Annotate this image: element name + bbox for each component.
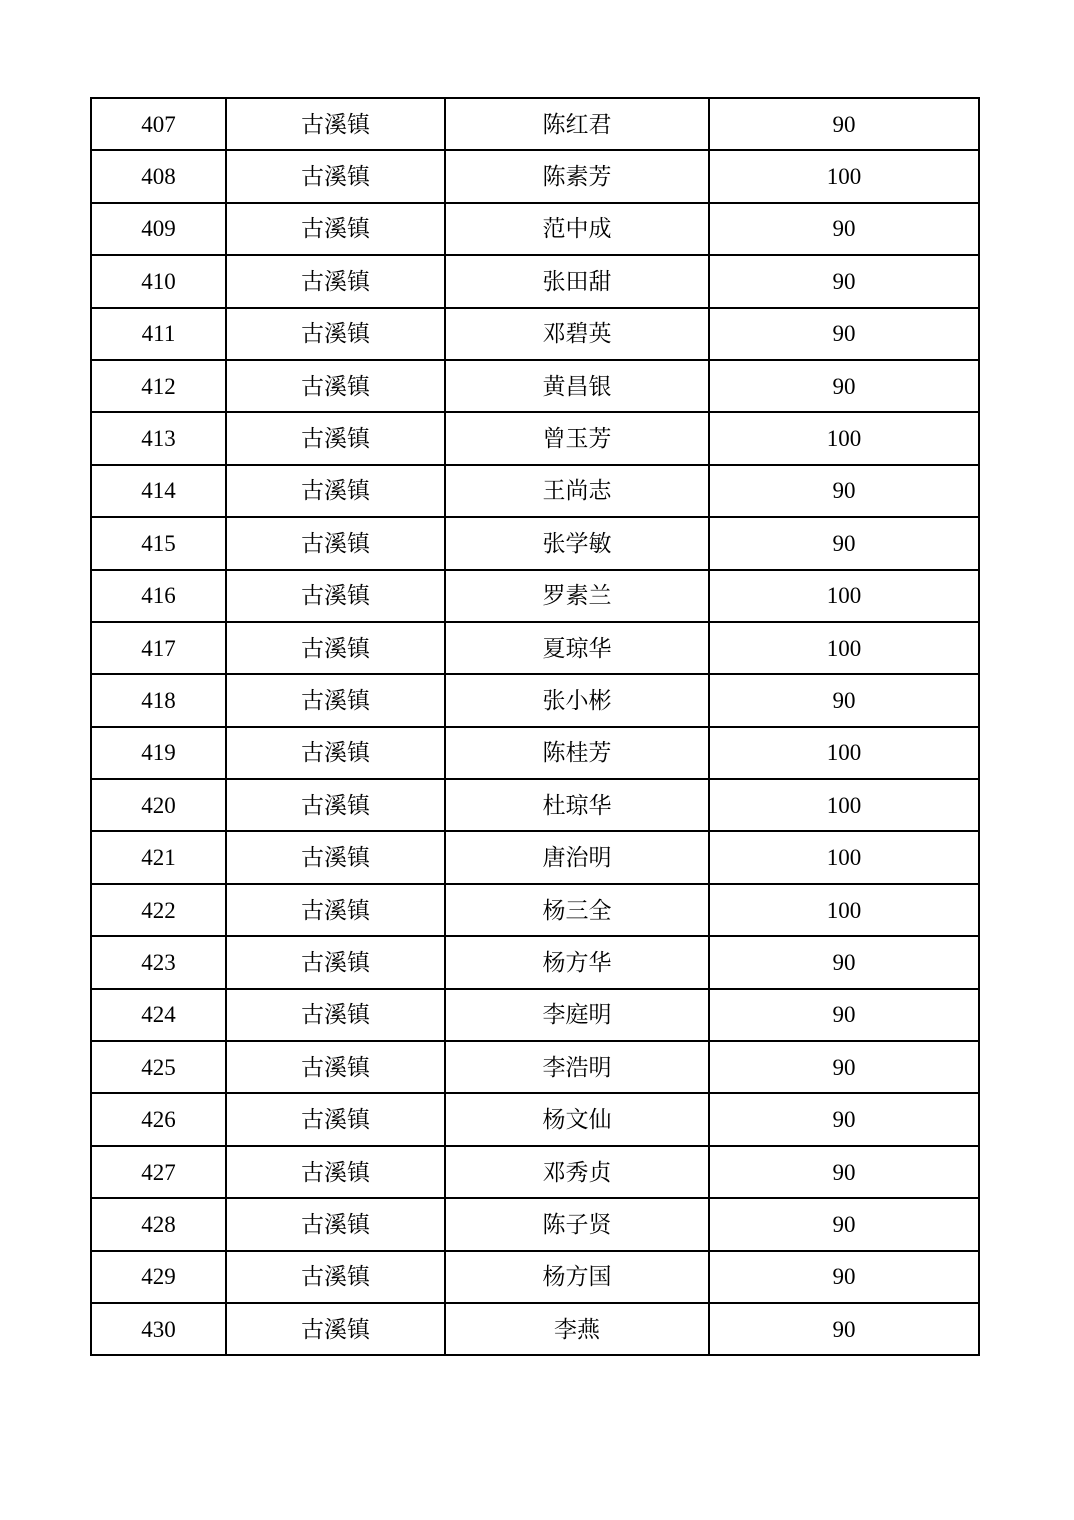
person-name-cell: 曾玉芳	[445, 412, 709, 464]
table-row	[91, 831, 979, 883]
table-row	[91, 255, 979, 307]
town-cell: 古溪镇	[226, 779, 445, 831]
person-name-cell: 张田甜	[445, 255, 709, 307]
amount-cell: 90	[709, 989, 979, 1041]
town-cell: 古溪镇	[226, 727, 445, 779]
town-cell: 古溪镇	[226, 884, 445, 936]
town-cell: 古溪镇	[226, 831, 445, 883]
serial-number-cell: 421	[91, 831, 226, 883]
serial-number-cell: 426	[91, 1093, 226, 1145]
serial-number-cell: 424	[91, 989, 226, 1041]
town-cell: 古溪镇	[226, 1041, 445, 1093]
amount-cell: 90	[709, 1198, 979, 1250]
data-table	[90, 97, 980, 1356]
table-row	[91, 203, 979, 255]
table-container	[90, 97, 980, 1356]
amount-cell: 90	[709, 255, 979, 307]
town-cell: 古溪镇	[226, 674, 445, 726]
town-cell: 古溪镇	[226, 255, 445, 307]
table-row	[91, 570, 979, 622]
serial-number-cell: 411	[91, 308, 226, 360]
town-cell: 古溪镇	[226, 412, 445, 464]
amount-cell: 100	[709, 412, 979, 464]
amount-cell: 90	[709, 465, 979, 517]
serial-number-cell: 417	[91, 622, 226, 674]
table-row	[91, 936, 979, 988]
table-row	[91, 884, 979, 936]
person-name-cell: 陈素芳	[445, 150, 709, 202]
amount-cell: 100	[709, 884, 979, 936]
table-row	[91, 465, 979, 517]
person-name-cell: 李燕	[445, 1303, 709, 1355]
table-row	[91, 989, 979, 1041]
person-name-cell: 张小彬	[445, 674, 709, 726]
town-cell: 古溪镇	[226, 1146, 445, 1198]
amount-cell: 90	[709, 1251, 979, 1303]
amount-cell: 100	[709, 831, 979, 883]
table-row	[91, 1093, 979, 1145]
person-name-cell: 杨方华	[445, 936, 709, 988]
town-cell: 古溪镇	[226, 936, 445, 988]
table-row	[91, 1041, 979, 1093]
town-cell: 古溪镇	[226, 570, 445, 622]
amount-cell: 90	[709, 1093, 979, 1145]
serial-number-cell: 429	[91, 1251, 226, 1303]
town-cell: 古溪镇	[226, 1303, 445, 1355]
serial-number-cell: 425	[91, 1041, 226, 1093]
town-cell: 古溪镇	[226, 622, 445, 674]
town-cell: 古溪镇	[226, 360, 445, 412]
person-name-cell: 邓秀贞	[445, 1146, 709, 1198]
amount-cell: 90	[709, 308, 979, 360]
person-name-cell: 陈子贤	[445, 1198, 709, 1250]
serial-number-cell: 423	[91, 936, 226, 988]
serial-number-cell: 409	[91, 203, 226, 255]
table-row	[91, 779, 979, 831]
town-cell: 古溪镇	[226, 203, 445, 255]
serial-number-cell: 418	[91, 674, 226, 726]
person-name-cell: 李浩明	[445, 1041, 709, 1093]
table-body	[91, 98, 979, 1355]
table-row	[91, 727, 979, 779]
serial-number-cell: 414	[91, 465, 226, 517]
amount-cell: 90	[709, 1041, 979, 1093]
amount-cell: 90	[709, 360, 979, 412]
person-name-cell: 杨方国	[445, 1251, 709, 1303]
serial-number-cell: 416	[91, 570, 226, 622]
table-row	[91, 1303, 979, 1355]
table-row	[91, 622, 979, 674]
town-cell: 古溪镇	[226, 308, 445, 360]
person-name-cell: 范中成	[445, 203, 709, 255]
amount-cell: 90	[709, 936, 979, 988]
serial-number-cell: 419	[91, 727, 226, 779]
table-row	[91, 1251, 979, 1303]
person-name-cell: 杨文仙	[445, 1093, 709, 1145]
person-name-cell: 陈桂芳	[445, 727, 709, 779]
town-cell: 古溪镇	[226, 98, 445, 150]
town-cell: 古溪镇	[226, 1198, 445, 1250]
table-row	[91, 1146, 979, 1198]
person-name-cell: 张学敏	[445, 517, 709, 569]
serial-number-cell: 407	[91, 98, 226, 150]
town-cell: 古溪镇	[226, 465, 445, 517]
person-name-cell: 罗素兰	[445, 570, 709, 622]
serial-number-cell: 412	[91, 360, 226, 412]
person-name-cell: 王尚志	[445, 465, 709, 517]
person-name-cell: 陈红君	[445, 98, 709, 150]
serial-number-cell: 422	[91, 884, 226, 936]
serial-number-cell: 413	[91, 412, 226, 464]
person-name-cell: 李庭明	[445, 989, 709, 1041]
amount-cell: 90	[709, 1303, 979, 1355]
person-name-cell: 邓碧英	[445, 308, 709, 360]
serial-number-cell: 408	[91, 150, 226, 202]
town-cell: 古溪镇	[226, 150, 445, 202]
table-row	[91, 150, 979, 202]
amount-cell: 90	[709, 98, 979, 150]
table-row	[91, 98, 979, 150]
person-name-cell: 唐治明	[445, 831, 709, 883]
amount-cell: 100	[709, 570, 979, 622]
table-row	[91, 412, 979, 464]
person-name-cell: 黄昌银	[445, 360, 709, 412]
town-cell: 古溪镇	[226, 1093, 445, 1145]
person-name-cell: 夏琼华	[445, 622, 709, 674]
amount-cell: 100	[709, 622, 979, 674]
amount-cell: 100	[709, 727, 979, 779]
amount-cell: 90	[709, 517, 979, 569]
table-row	[91, 674, 979, 726]
person-name-cell: 杜琼华	[445, 779, 709, 831]
amount-cell: 90	[709, 674, 979, 726]
town-cell: 古溪镇	[226, 989, 445, 1041]
amount-cell: 90	[709, 203, 979, 255]
table-row	[91, 517, 979, 569]
serial-number-cell: 427	[91, 1146, 226, 1198]
serial-number-cell: 410	[91, 255, 226, 307]
serial-number-cell: 428	[91, 1198, 226, 1250]
person-name-cell: 杨三全	[445, 884, 709, 936]
serial-number-cell: 415	[91, 517, 226, 569]
table-row	[91, 1198, 979, 1250]
amount-cell: 90	[709, 1146, 979, 1198]
amount-cell: 100	[709, 150, 979, 202]
serial-number-cell: 430	[91, 1303, 226, 1355]
town-cell: 古溪镇	[226, 1251, 445, 1303]
serial-number-cell: 420	[91, 779, 226, 831]
amount-cell: 100	[709, 779, 979, 831]
table-row	[91, 308, 979, 360]
town-cell: 古溪镇	[226, 517, 445, 569]
table-row	[91, 360, 979, 412]
